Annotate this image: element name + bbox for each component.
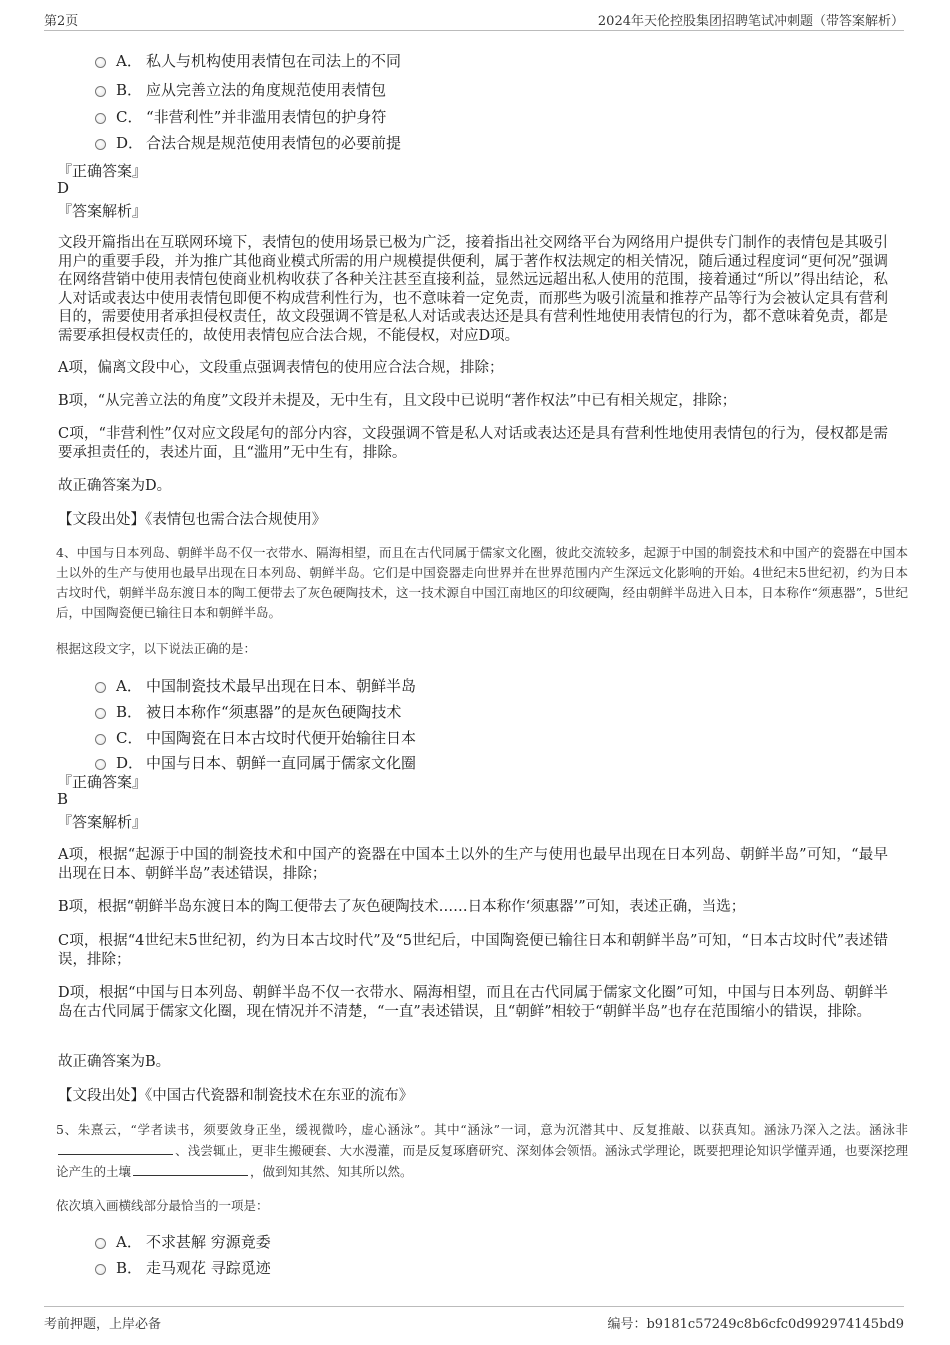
source-title: 《中国古代瓷器和制瓷技术在东亚的流布》 bbox=[145, 1088, 414, 1104]
option-letter: B． bbox=[116, 1259, 143, 1277]
option-letter: C． bbox=[116, 108, 143, 126]
source-label: 【文段出处】 bbox=[58, 512, 145, 528]
q3-answer-label: 『正确答案』 bbox=[57, 162, 148, 180]
header-divider bbox=[44, 30, 904, 31]
q4-option-d[interactable] bbox=[95, 752, 416, 773]
q3-answer: D bbox=[57, 179, 70, 197]
fill-blank-2[interactable] bbox=[133, 1161, 248, 1176]
code-label: 编号： bbox=[607, 1317, 647, 1332]
radio-icon[interactable] bbox=[95, 1264, 106, 1275]
q4-answer: B bbox=[57, 790, 69, 808]
option-text: 中国陶瓷在日本古坟时代便开始输往日本 bbox=[146, 729, 417, 747]
q4-analysis-b: B项，根据“朝鲜半岛东渡日本的陶工便带去了灰色硬陶技术……日本称作‘须惠器’”可知，表述正确，当选； bbox=[58, 899, 746, 915]
page-number: 第2页 bbox=[44, 14, 79, 29]
code-value: b9181c57249c8b6cfc0d992974145bd9 bbox=[646, 1317, 904, 1332]
q5-stem-part3: ，做到知其然、知其所以然。 bbox=[250, 1164, 413, 1179]
q3-option-b[interactable] bbox=[95, 79, 386, 100]
source-label: 【文段出处】 bbox=[58, 1088, 145, 1104]
q4-conclusion: 故正确答案为B。 bbox=[58, 1054, 171, 1070]
q5-stem-part1: 5、朱熹云，“学者读书，须要敛身正坐，缓视微吟，虚心涵泳”。其中“涵泳”一词，意为沉潜其中、反复推敲、以获真知。涵泳乃深入之法。涵泳非 bbox=[56, 1122, 908, 1137]
radio-icon[interactable] bbox=[95, 682, 106, 693]
footer-code bbox=[607, 1313, 904, 1332]
option-text: 应从完善立法的角度规范使用表情包 bbox=[146, 81, 387, 99]
q5-option-a[interactable] bbox=[95, 1231, 271, 1252]
q4-option-a[interactable] bbox=[95, 675, 416, 696]
footer-slogan: 考前押题，上岸必备 bbox=[44, 1317, 162, 1332]
q4-answer-label: 『正确答案』 bbox=[57, 773, 148, 791]
radio-icon[interactable] bbox=[95, 734, 106, 745]
option-text: 私人与机构使用表情包在司法上的不同 bbox=[146, 52, 402, 70]
option-letter: B． bbox=[116, 81, 143, 99]
source-title: 《表情包也需合法合规使用》 bbox=[145, 512, 327, 528]
option-letter: D． bbox=[116, 134, 144, 152]
q3-option-d[interactable] bbox=[95, 132, 401, 153]
q3-analysis-c: C项，“非营利性”仅对应文段尾句的部分内容，文段强调不管是私人对话或表达还是具有营利性地使用表情包的行为，侵权都是需要承担责任的，表述片面，且“滥用”无中生有，排除。 bbox=[58, 426, 888, 461]
q4-prompt: 根据这段文字，以下说法正确的是： bbox=[56, 641, 257, 656]
q3-option-c[interactable] bbox=[95, 106, 386, 127]
fill-blank-1[interactable] bbox=[58, 1140, 173, 1155]
option-letter: C． bbox=[116, 729, 143, 747]
option-text: 中国与日本、朝鲜一直同属于儒家文化圈 bbox=[146, 754, 417, 772]
option-letter: A． bbox=[116, 52, 142, 70]
radio-icon[interactable] bbox=[95, 759, 106, 770]
radio-icon[interactable] bbox=[95, 139, 106, 150]
q4-option-c[interactable] bbox=[95, 727, 416, 748]
option-text: 不求甚解 穷源竟委 bbox=[146, 1233, 271, 1251]
q4-option-b[interactable] bbox=[95, 701, 401, 722]
document-title: 2024年天伦控股集团招聘笔试冲刺题（带答案解析） bbox=[597, 14, 904, 29]
q4-analysis-a: A项，根据“起源于中国的制瓷技术和中国产的瓷器在中国本土以外的生产与使用也最早出现在日本列岛、朝鲜半岛”可知，“最早出现在日本、朝鲜半岛”表述错误，排除； bbox=[58, 847, 888, 882]
q3-analysis-a: A项，偏离文段中心，文段重点强调表情包的使用应合法合规，排除； bbox=[58, 360, 504, 376]
q3-option-a[interactable] bbox=[95, 50, 401, 71]
option-letter: A． bbox=[116, 1233, 142, 1251]
q4-analysis-c: C项，根据“4世纪末5世纪初，约为日本古坟时代”及“5世纪后，中国陶瓷便已输往日本和朝鲜半岛”可知，“日本古坟时代”表述错误，排除； bbox=[58, 933, 888, 968]
option-text: 合法合规是规范使用表情包的必要前提 bbox=[146, 134, 402, 152]
q4-analysis-d: D项，根据“中国与日本列岛、朝鲜半岛不仅一衣带水、隔海相望，而且在古代同属于儒家文化圈”可知，中国与日本列岛、朝鲜半岛在古代同属于儒家文化圈，现在情况并不清楚，“一直”表述错误，且“朝鲜”相较于“朝鲜半岛”也存在范围缩小的错误，排除。 bbox=[58, 985, 888, 1020]
radio-icon[interactable] bbox=[95, 708, 106, 719]
q4-stem: 4、中国与日本列岛、朝鲜半岛不仅一衣带水、隔海相望，而且在古代同属于儒家文化圈，彼此交流较多，起源于中国的制瓷技术和中国产的瓷器在中国本土以外的生产与使用也最早出现在日本列岛、朝鲜半岛。它们是中国瓷器走向世界并在世界范围内产生深远文化影响的开始。4世纪末5世纪初，约为日本古坟时代，朝鲜半岛东渡日本的陶工便带去了灰色硬陶技术，这一技术源自中国江南地区的印纹硬陶，经由朝鲜半岛进入日本，日本称作“须惠器”，5世纪后，中国陶瓷便已输往日本和朝鲜半岛。 bbox=[56, 545, 908, 620]
option-text: 中国制瓷技术最早出现在日本、朝鲜半岛 bbox=[146, 677, 417, 695]
radio-icon[interactable] bbox=[95, 86, 106, 97]
q5-stem-part2: 、浅尝辄止，更非生搬硬套、大水漫灌，而是反复琢磨研究、深刻体会领悟。涵泳式学理论，既要把理论知识学懂弄通，也要深挖理论产生的土壤 bbox=[56, 1143, 908, 1179]
radio-icon[interactable] bbox=[95, 1238, 106, 1249]
option-letter: A． bbox=[116, 677, 142, 695]
option-text: “非营利性”并非滥用表情包的护身符 bbox=[146, 108, 387, 126]
q4-source bbox=[58, 1087, 888, 1106]
option-text: 被日本称作“须惠器”的是灰色硬陶技术 bbox=[146, 703, 402, 721]
option-text: 走马观花 寻踪觅迹 bbox=[146, 1259, 271, 1277]
q3-source bbox=[58, 511, 888, 530]
option-letter: B． bbox=[116, 703, 143, 721]
q3-analysis-b: B项，“从完善立法的角度”文段并未提及，无中生有，且文段中已说明“著作权法”中已有相关规定，排除； bbox=[58, 393, 737, 409]
q5-option-b[interactable] bbox=[95, 1257, 271, 1278]
q3-conclusion: 故正确答案为D。 bbox=[58, 478, 172, 494]
footer-divider bbox=[44, 1306, 904, 1307]
radio-icon[interactable] bbox=[95, 57, 106, 68]
q3-analysis-main: 文段开篇指出在互联网环境下，表情包的使用场景已极为广泛，接着指出社交网络平台为网络用户提供专门制作的表情包是其吸引用户的重要手段，并为推广其他商业模式所需的用户规模提供便利，属于著作权法规定的相关情况，随后通过程度词“更何况”强调在网络营销中使用表情包使商业机构收获了各种关注甚至直接利益，显然远远超出私人使用的范围，接着通过“所以”得出结论，私人对话或表达中使用表情包即便不构成营利性行为，也不意味着一定免责，而那些为吸引流量和推荐产品等行为会被认定具有营利目的，需要使用者承担侵权责任，故文段强调不管是私人对话或表达还是具有营利性地使用表情包的行为，都不意味着免责，都是需要承担侵权责任的，故使用表情包应合法合规，不能侵权，对应D项。 bbox=[58, 235, 888, 344]
q3-analysis-label: 『答案解析』 bbox=[57, 202, 148, 220]
q5-stem bbox=[56, 1120, 908, 1182]
q4-analysis-label: 『答案解析』 bbox=[57, 813, 148, 831]
radio-icon[interactable] bbox=[95, 113, 106, 124]
option-letter: D． bbox=[116, 754, 144, 772]
q5-prompt: 依次填入画横线部分最恰当的一项是： bbox=[56, 1198, 269, 1213]
